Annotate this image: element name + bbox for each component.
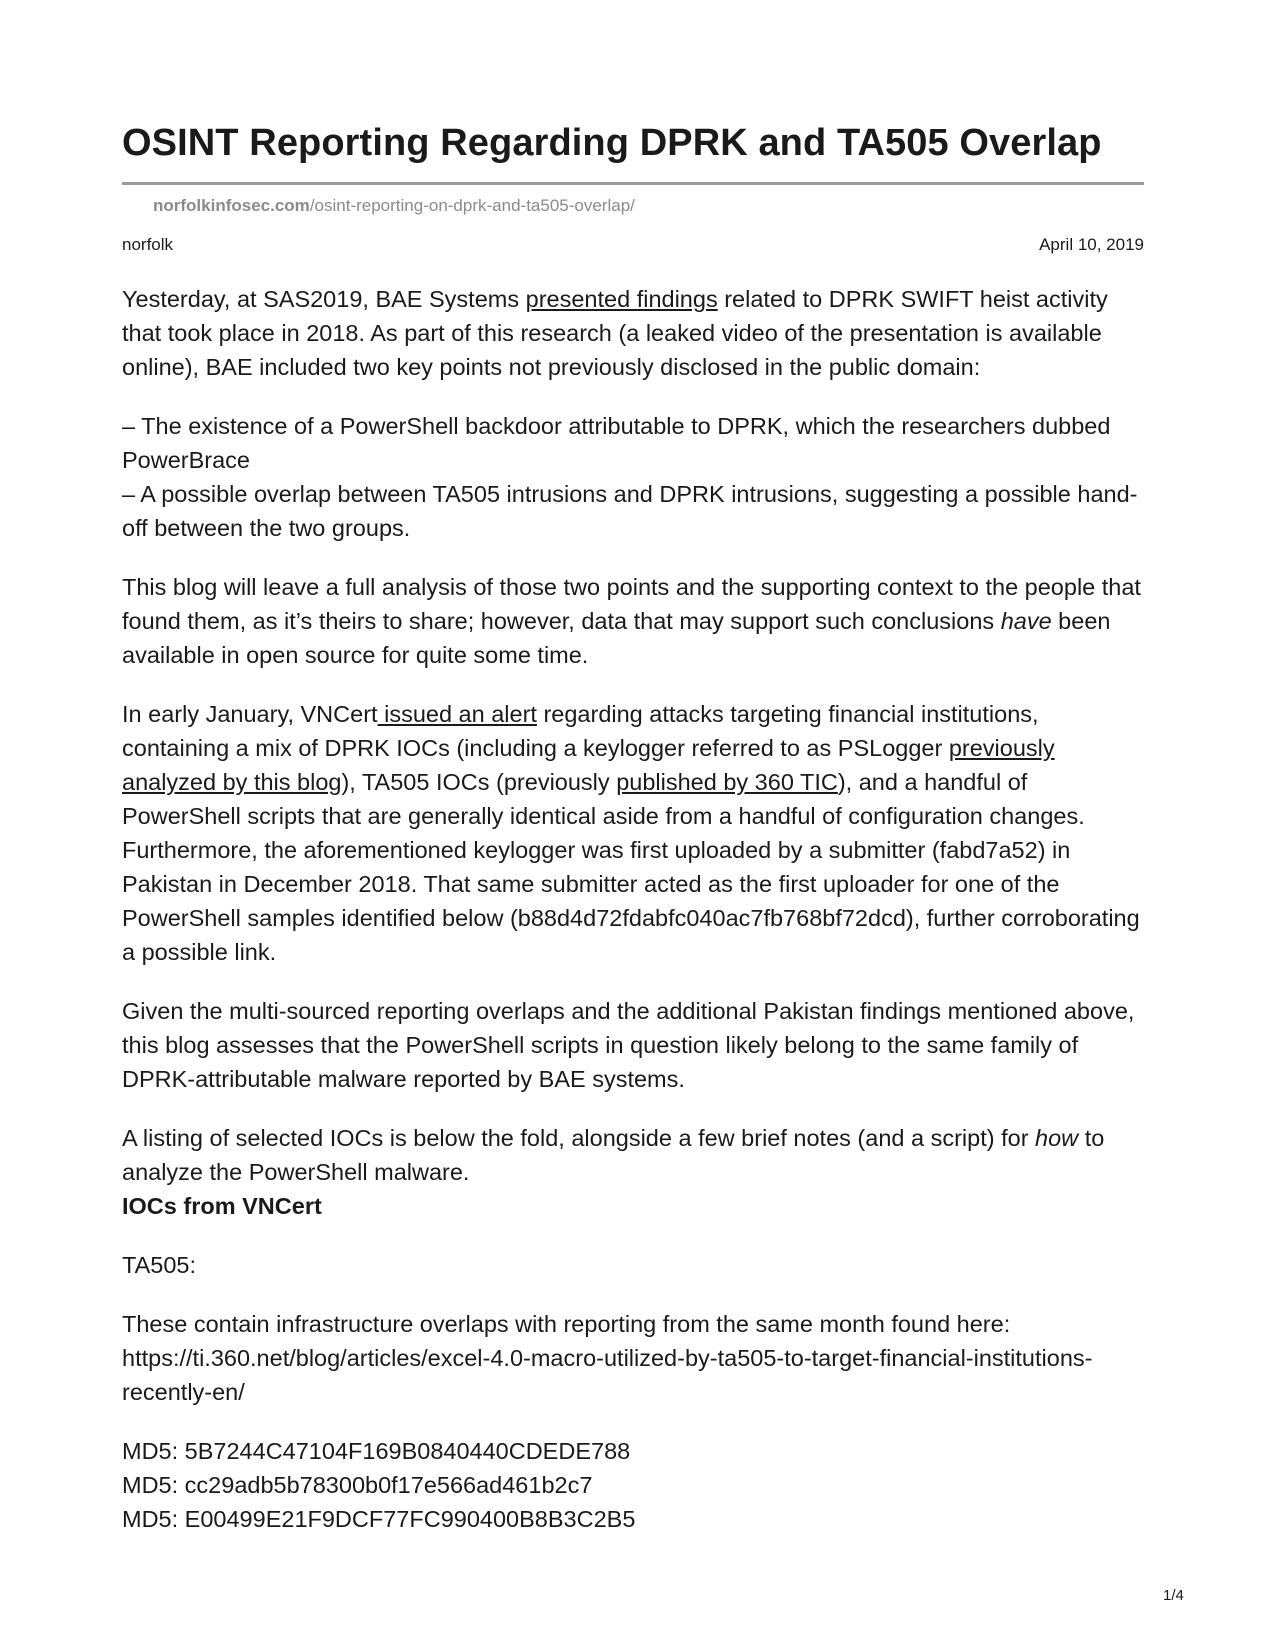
paragraph-text: A listing of selected IOCs is below the fold, alongside a few brief notes (and a script) for bbox=[122, 1125, 1036, 1151]
key-point-powerbrace: – The existence of a PowerShell backdoor attributable to DPRK, which the researchers dubbed PowerBrace bbox=[122, 413, 1111, 473]
paragraph-ioc-listing bbox=[122, 1121, 1144, 1189]
previously-analyzed-link[interactable]: previously analyzed by this blog bbox=[122, 735, 1055, 795]
post-date: April 10, 2019 bbox=[1039, 235, 1144, 254]
paragraph-infrastructure bbox=[122, 1307, 1144, 1409]
url-path: /osint-reporting-on-dprk-and-ta505-overlap/ bbox=[309, 196, 635, 215]
published-by-360-tic-link[interactable]: published by 360 TIC bbox=[616, 769, 838, 795]
paragraph-text: Yesterday, at SAS2019, BAE Systems bbox=[122, 286, 526, 312]
md5-hash: MD5: cc29adb5b78300b0f17e566ad461b2c7 bbox=[122, 1472, 593, 1498]
paragraph-text: related to DPRK SWIFT heist activity that took place in 2018. As part of this research (a leaked video of the presentation is available online), BAE included two key points not previously disclosed in the public domain: bbox=[122, 286, 1108, 380]
md5-list bbox=[122, 1434, 1144, 1536]
md5-hash: MD5: E00499E21F9DCF77FC990400B8B3C2B5 bbox=[122, 1506, 636, 1532]
paragraph-text: been available in open source for quite some time. bbox=[122, 608, 1111, 668]
paragraph-text: regarding attacks targeting financial institutions, containing a mix of DPRK IOCs (including a keylogger referred to as PSLogger bbox=[122, 701, 1039, 761]
paragraph-text: These contain infrastructure overlaps with reporting from the same month found here: bbox=[122, 1311, 1011, 1337]
page-number: 1/4 bbox=[1163, 1587, 1184, 1604]
reference-url: https://ti.360.net/blog/articles/excel-4.0-macro-utilized-by-ta505-to-target-financial-institutions-recently-en/ bbox=[122, 1345, 1093, 1405]
md5-hash: MD5: 5B7244C47104F169B0840440CDEDE788 bbox=[122, 1438, 631, 1464]
paragraph-text: In early January, VNCert bbox=[122, 701, 378, 727]
paragraph-analysis-note bbox=[122, 570, 1144, 672]
presented-findings-link[interactable]: presented findings bbox=[525, 286, 718, 312]
iocs-heading: IOCs from VNCert bbox=[122, 1193, 322, 1219]
issued-alert-link[interactable]: issued an alert bbox=[377, 701, 537, 727]
article-body bbox=[122, 282, 1144, 1561]
emphasis-text: have bbox=[1000, 608, 1052, 634]
paragraph-intro bbox=[122, 282, 1144, 384]
title-divider bbox=[122, 182, 1144, 185]
paragraph-text: ), TA505 IOCs (previously bbox=[341, 769, 617, 795]
paragraph-vncert bbox=[122, 697, 1144, 969]
paragraph-text: ), and a handful of PowerShell scripts that are generally identical aside from a handful of configuration changes. Furthermore, the aforementioned keylogger was first uploaded by a submitter (fabd7a52) in Pakistan in December 2018. That same submitter acted as the first uploader for one of the PowerShell samples identified below (b88d4d72fdabfc040ac7fb768bf72dcd), further corroborating a possible link. bbox=[122, 769, 1140, 965]
source-url bbox=[153, 196, 635, 216]
page-title: OSINT Reporting Regarding DPRK and TA505 Overlap bbox=[122, 122, 1102, 164]
paragraph-text: to analyze the PowerShell malware. bbox=[122, 1125, 1105, 1185]
ta505-label: TA505: bbox=[122, 1252, 197, 1278]
paragraph-key-points bbox=[122, 409, 1144, 545]
paragraph-text: This blog will leave a full analysis of those two points and the supporting context to the people that found them, as it’s theirs to share; however, data that may support such conclusions bbox=[122, 574, 1141, 634]
post-author: norfolk bbox=[122, 235, 174, 254]
url-domain: norfolkinfosec.com bbox=[153, 196, 310, 215]
key-point-overlap: – A possible overlap between TA505 intrusions and DPRK intrusions, suggesting a possible hand-off between the two groups. bbox=[122, 481, 1138, 541]
emphasis-text: how bbox=[1035, 1125, 1079, 1151]
paragraph-assessment: Given the multi-sourced reporting overlaps and the additional Pakistan findings mentioned above, this blog assesses that the PowerShell scripts in question likely belong to the same family of DPRK-attributable malware reported by BAE systems. bbox=[122, 998, 1135, 1092]
